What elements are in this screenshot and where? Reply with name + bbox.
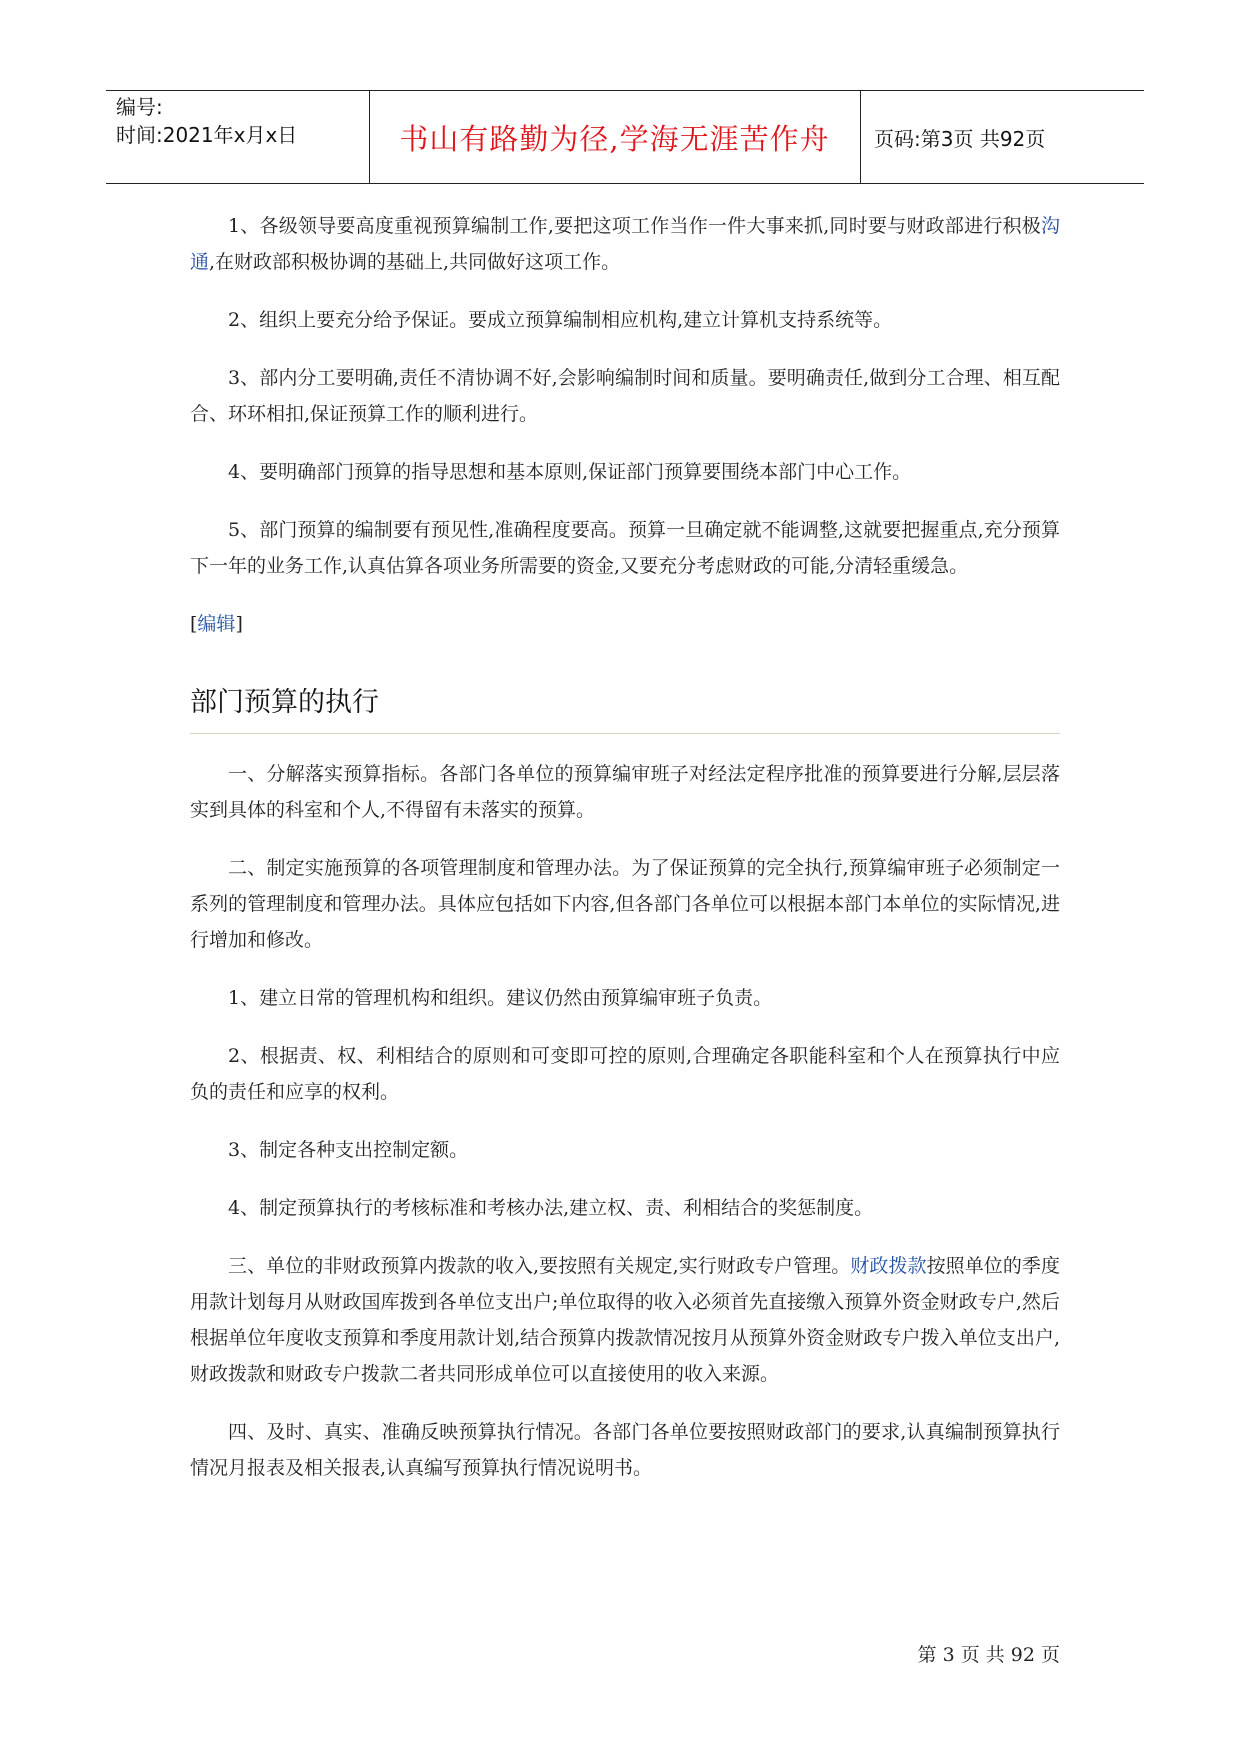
inline-link[interactable]: 财政拨款: [850, 1255, 927, 1277]
bracket-open: [: [190, 613, 198, 635]
inline-link[interactable]: 沟通: [190, 215, 1060, 273]
paragraph-text: 2、组织上要充分给予保证。要成立预算编制相应机构,建立计算机支持系统等。: [228, 309, 893, 331]
paragraph: [190, 1248, 1060, 1392]
paragraph-text: 1、建立日常的管理机构和组织。建议仍然由预算编审班子负责。: [228, 987, 773, 1009]
paragraph-text: 一、分解落实预算指标。各部门各单位的预算编审班子对经法定程序批准的预算要进行分解,层层落实到具体的科室和个人,不得留有未落实的预算。: [190, 763, 1060, 821]
paragraph-text: 按照单位的季度用款计划每月从财政国库拨到各单位支出户;单位取得的收入必须首先直接缴入预算外资金财政专户,然后根据单位年度收支预算和季度用款计划,结合预算内拨款情况按月从预算外资金财政专户拨入单位支出户,财政拨款和财政专户拨款二者共同形成单位可以直接使用的收入来源。: [190, 1255, 1060, 1385]
paragraph: [190, 512, 1060, 584]
paragraph-text: 4、要明确部门预算的指导思想和基本原则,保证部门预算要围绕本部门中心工作。: [228, 461, 912, 483]
paragraph: [190, 1190, 1060, 1226]
paragraph: [190, 1414, 1060, 1486]
paragraph-text: 3、制定各种支出控制定额。: [228, 1139, 469, 1161]
edit-link[interactable]: 编辑: [197, 613, 236, 635]
header-time: 时间:2021年x月x日: [116, 123, 298, 147]
page-footer: 第 3 页 共 92 页: [917, 1644, 1060, 1666]
paragraph-text: 四、及时、真实、准确反映预算执行情况。各部门各单位要按照财政部门的要求,认真编制预算执行情况月报表及相关报表,认真编写预算执行情况说明书。: [190, 1421, 1060, 1479]
paragraph-text: 二、制定实施预算的各项管理制度和管理办法。为了保证预算的完全执行,预算编审班子必须制定一系列的管理制度和管理办法。具体应包括如下内容,但各部门各单位可以根据本部门本单位的实际情况,进行增加和修改。: [190, 857, 1060, 951]
paragraph: [190, 980, 1060, 1016]
header-number: 编号:: [116, 95, 163, 119]
document-header: [106, 90, 1144, 184]
paragraph: [190, 1038, 1060, 1110]
paragraph-group-1: [190, 208, 1060, 584]
document-body: [190, 208, 1060, 1508]
edit-link-line: [190, 606, 1060, 642]
section-title: 部门预算的执行: [190, 680, 1060, 734]
header-page-info: 页码:第3页 共92页: [874, 126, 1046, 151]
paragraph: [190, 360, 1060, 432]
paragraph-text: 1、各级领导要高度重视预算编制工作,要把这项工作当作一件大事来抓,同时要与财政部进行积极: [228, 215, 1041, 237]
header-divider: [860, 91, 861, 183]
paragraph: [190, 302, 1060, 338]
paragraph-text: 5、部门预算的编制要有预见性,准确程度要高。预算一旦确定就不能调整,这就要把握重点,充分预算下一年的业务工作,认真估算各项业务所需要的资金,又要充分考虑财政的可能,分清轻重缓急。: [190, 519, 1060, 577]
paragraph-text: ,在财政部积极协调的基础上,共同做好这项工作。: [209, 251, 621, 273]
header-meta: [116, 93, 297, 149]
paragraph: [190, 1132, 1060, 1168]
paragraph: [190, 850, 1060, 958]
header-motto: 书山有路勤为径,学海无涯苦作舟: [399, 121, 830, 156]
paragraph: [190, 454, 1060, 490]
paragraph: [190, 208, 1060, 280]
paragraph-text: 2、根据责、权、利相结合的原则和可变即可控的原则,合理确定各职能科室和个人在预算执行中应负的责任和应享的权利。: [190, 1045, 1060, 1103]
paragraph: [190, 756, 1060, 828]
paragraph-group-2: [190, 756, 1060, 1486]
paragraph-text: 三、单位的非财政预算内拨款的收入,要按照有关规定,实行财政专户管理。: [228, 1255, 851, 1277]
paragraph-text: 3、部内分工要明确,责任不清协调不好,会影响编制时间和质量。要明确责任,做到分工合理、相互配合、环环相扣,保证预算工作的顺利进行。: [190, 367, 1060, 425]
bracket-close: ]: [235, 613, 243, 635]
paragraph-text: 4、制定预算执行的考核标准和考核办法,建立权、责、利相结合的奖惩制度。: [228, 1197, 874, 1219]
